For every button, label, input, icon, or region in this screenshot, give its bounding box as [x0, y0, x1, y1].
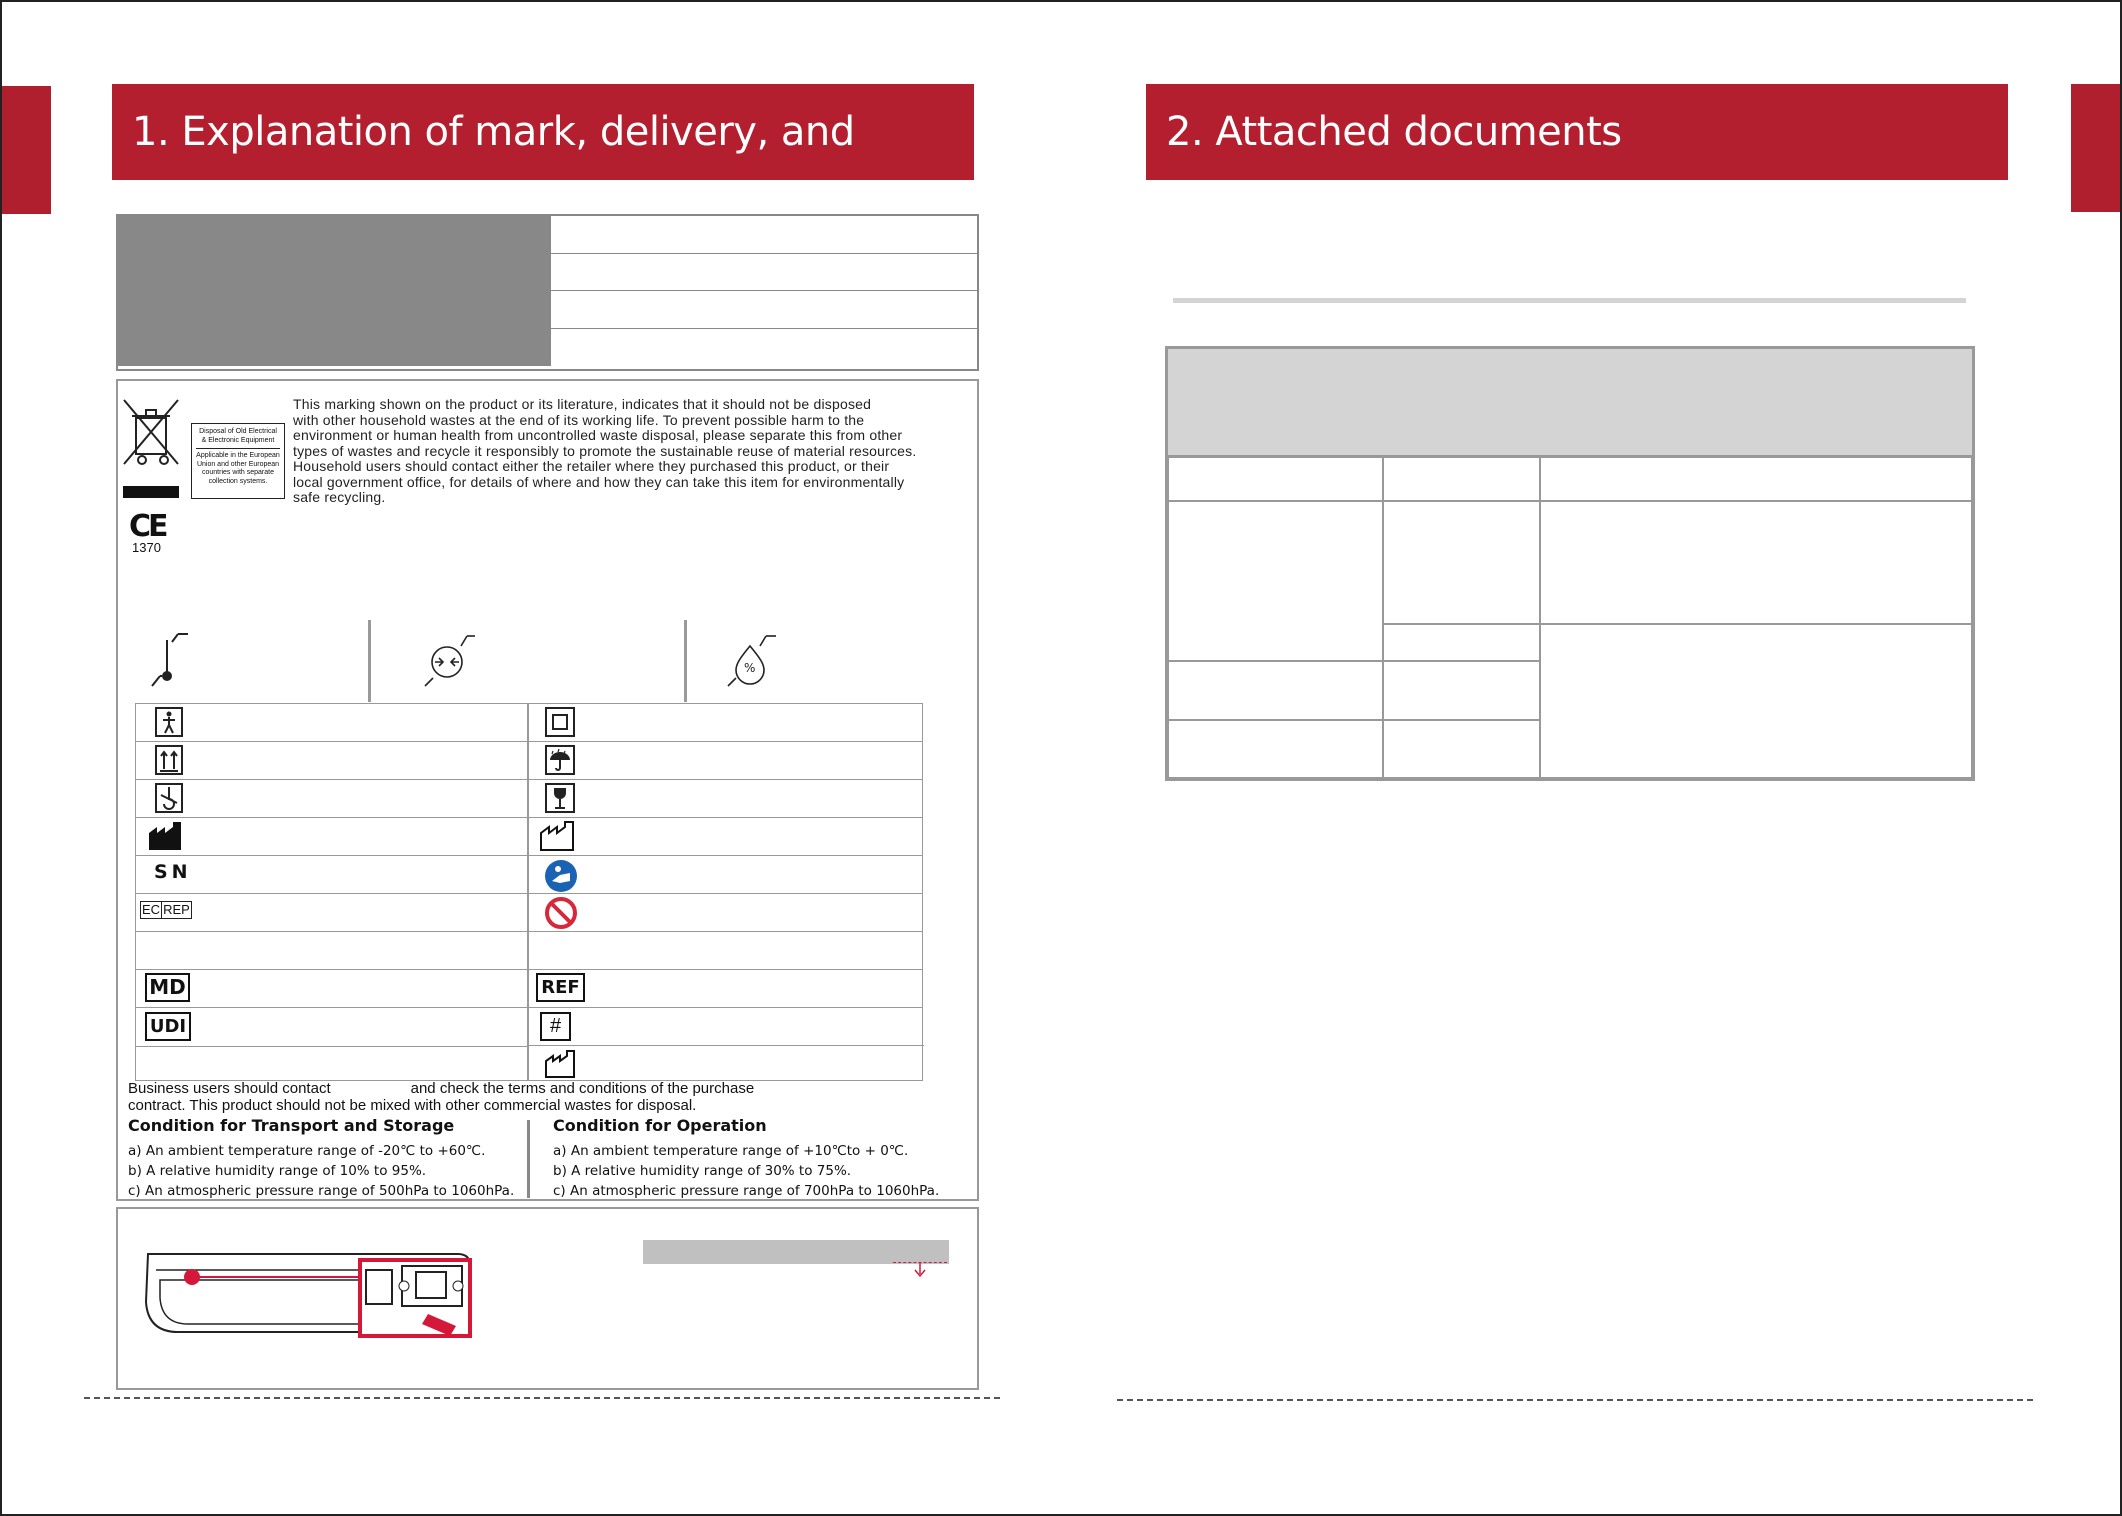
- table-cell: [1383, 457, 1540, 501]
- right-page-footer-line: [1117, 1399, 2033, 1401]
- fragile-icon: [545, 783, 575, 813]
- info-row: [118, 216, 977, 254]
- transport-conditions: [128, 1116, 528, 1201]
- keep-dry-icon: [545, 745, 575, 775]
- weee-text-line: types of wastes and recycle it responsibly to promote the sustainable reuse of material resources.: [293, 442, 917, 459]
- weee-label-line: & Electronic Equipment: [201, 436, 275, 444]
- this-way-up-icon: [155, 745, 183, 775]
- weee-bin-icon: [120, 398, 182, 500]
- table-cell: [1168, 720, 1383, 778]
- divider: [368, 620, 371, 702]
- operation-condition: a) An ambient temperature range of +10℃to + 0℃.: [553, 1143, 909, 1159]
- date-of-manufacture-icon: [540, 821, 580, 851]
- type-bf-applied-part-icon: [155, 707, 183, 737]
- table-header: [1168, 349, 1972, 457]
- table-cell: [1168, 501, 1383, 661]
- weee-text-line: with other household wastes at the end of its working life. To prevent possible harm to the: [293, 411, 865, 428]
- ce-number: 1370: [132, 540, 161, 555]
- divider: [527, 1120, 530, 1198]
- transport-condition: c) An atmospheric pressure range of 500hPa to 1060hPa.: [128, 1183, 515, 1199]
- ec-rep-part: EC: [142, 902, 161, 917]
- weee-label-line: collection systems.: [208, 477, 268, 485]
- humidity-limit-icon: [726, 632, 778, 688]
- transport-condition: a) An ambient temperature range of -20℃ to +60℃.: [128, 1143, 486, 1159]
- section-1-title: 1. Explanation of mark, delivery, and: [112, 84, 974, 180]
- symbols-grid: [135, 703, 923, 1081]
- weee-label-line: Applicable in the European: [196, 452, 280, 459]
- table-cell: [1540, 501, 1972, 624]
- info-row: [118, 329, 977, 367]
- transport-heading: Condition for Transport and Storage: [128, 1116, 455, 1135]
- info-row: [118, 291, 977, 329]
- temperature-limit-icon: [148, 632, 192, 688]
- medical-device-icon: MD: [145, 973, 190, 1002]
- ce-mark-icon: CE: [129, 509, 166, 544]
- arrow-down-icon: [913, 1262, 927, 1278]
- business-text: Business users should contact: [128, 1080, 331, 1097]
- weee-text-line: Household users should contact either the retailer where they purchased this product, or their: [293, 458, 890, 474]
- weee-text-line: local government office, for details of where and how they can take this item for environmentally: [293, 473, 905, 490]
- business-text: contract. This product should not be mixed with other commercial wastes for disposal.: [128, 1097, 697, 1114]
- weee-text-line: environment or human health from uncontrolled waste disposal, please separate this from other: [293, 427, 903, 443]
- ec-rep-part: REP: [163, 902, 190, 917]
- weee-text-line: safe recycling.: [293, 489, 386, 505]
- info-row: [118, 254, 977, 292]
- do-not-use-hooks-icon: [155, 783, 183, 813]
- documents-table: [1165, 346, 1975, 781]
- pressure-limit-icon: [423, 632, 475, 688]
- ec-rep-icon: [140, 901, 192, 919]
- product-info-table: [116, 214, 979, 371]
- business-text: and check the terms and conditions of the purchase: [410, 1080, 755, 1097]
- weee-label-line: Disposal of Old Electrical: [199, 428, 277, 435]
- table-cell: [1383, 720, 1540, 778]
- weee-text-line: This marking shown on the product or its literature, indicates that it should not be disposed: [293, 396, 872, 412]
- weee-label-line: Union and other European: [196, 460, 280, 468]
- model-number-icon: #: [540, 1012, 571, 1041]
- business-users-text: [128, 1080, 978, 1114]
- grid-last-row-border: [135, 1046, 528, 1047]
- divider: [684, 620, 687, 702]
- section-2-title: 2. Attached documents: [1146, 84, 2008, 180]
- table-cell: [1540, 624, 1972, 778]
- date-of-manufacture-icon: [545, 1050, 581, 1078]
- table-cell: [1540, 457, 1972, 501]
- operation-heading: Condition for Operation: [553, 1116, 767, 1135]
- table-cell: [1383, 501, 1540, 624]
- transport-condition: b) A relative humidity range of 10% to 95%.: [128, 1163, 427, 1179]
- prohibition-icon: [544, 896, 578, 930]
- operation-conditions: [553, 1116, 973, 1201]
- udi-icon: UDI: [145, 1012, 191, 1041]
- reference-number-icon: REF: [536, 973, 585, 1002]
- class-ii-equipment-icon: [545, 707, 575, 737]
- weee-text: [293, 397, 983, 506]
- device-illustration: [138, 1240, 478, 1340]
- left-edge-tab: [2, 86, 51, 214]
- operation-condition: b) A relative humidity range of 30% to 75%.: [553, 1163, 852, 1179]
- svg-text:%: %: [744, 661, 756, 675]
- gray-rule: [1173, 298, 1966, 303]
- table-cell: [1383, 624, 1540, 661]
- gray-bar: [643, 1240, 949, 1264]
- right-edge-tab: [2071, 84, 2120, 212]
- table-cell: [1168, 661, 1383, 720]
- operation-condition: c) An atmospheric pressure range of 700hPa to 1060hPa.: [553, 1183, 940, 1199]
- serial-number-icon: SN: [154, 861, 192, 883]
- manufacturer-icon: [148, 821, 188, 851]
- table-cell: [1168, 457, 1383, 501]
- weee-label-line: countries with separate: [202, 469, 274, 476]
- left-page-footer-line: [84, 1397, 1000, 1399]
- follow-instructions-icon: [544, 859, 578, 893]
- weee-label: [191, 423, 285, 499]
- grid-col-divider: [527, 704, 529, 1080]
- table-cell: [1383, 661, 1540, 720]
